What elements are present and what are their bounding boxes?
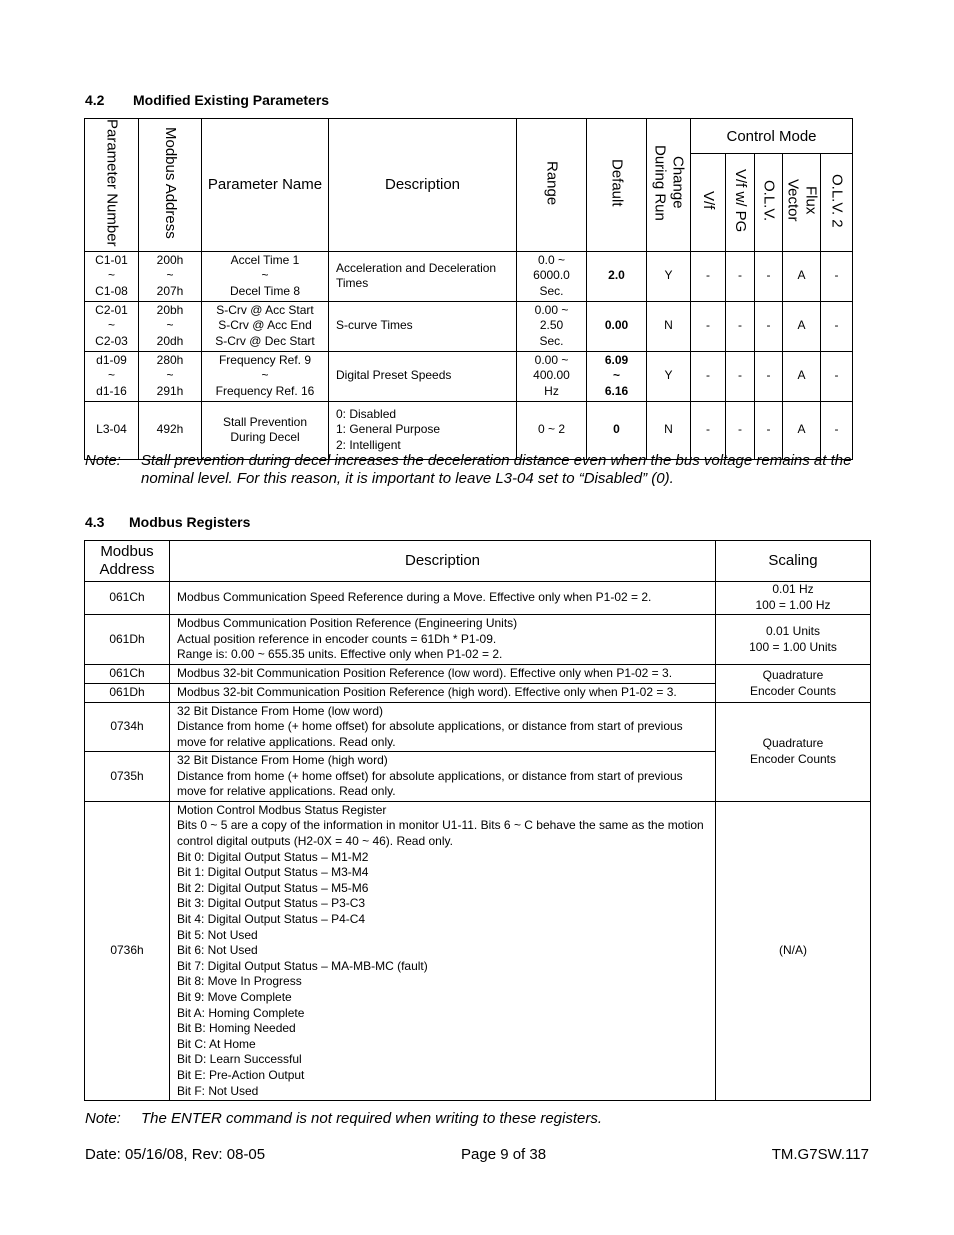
cell-description: Acceleration and Deceleration Times	[329, 251, 517, 301]
cell-mode: -	[691, 251, 726, 301]
cell-mode: -	[755, 301, 783, 351]
header-mode-flux-vector: Flux Vector	[783, 154, 821, 251]
header-range: Range	[517, 119, 587, 252]
header-scaling: Scaling	[716, 541, 871, 582]
cell-mode: -	[821, 351, 853, 401]
cell-mode: -	[755, 351, 783, 401]
cell-mode: -	[726, 251, 755, 301]
section-title: Modified Existing Parameters	[133, 92, 330, 108]
table-row	[85, 665, 871, 684]
cell-mode: -	[821, 251, 853, 301]
table-row	[85, 615, 871, 665]
cell-param-name: S-Crv @ Acc Start S-Crv @ Acc End S-Crv @ Dec Start	[202, 301, 329, 351]
cell-change: N	[647, 301, 691, 351]
cell-description: Modbus Communication Speed Reference during a Move. Effective only when P1-02 = 2.	[170, 582, 716, 615]
cell-address: 061Dh	[85, 615, 170, 665]
header-description: Description	[329, 119, 517, 252]
table-row	[85, 301, 853, 351]
cell-scaling: (N/A)	[716, 802, 871, 1101]
header-modbus-address: Modbus Address	[139, 119, 202, 252]
cell-mode: -	[755, 401, 783, 459]
cell-description: 32 Bit Distance From Home (low word) Distance from home (+ home offset) for absolute applications, or distance from start of previous move for relative applications. Read only.	[170, 703, 716, 752]
cell-description: Modbus Communication Position Reference (Engineering Units) Actual position reference in encoder counts = 61Dh * P1-09. Range is: 0.00 ~ 655.35 units. Effective only when P1-02 = 2.	[170, 615, 716, 665]
footer-doc-id: TM.G7SW.117	[771, 1146, 869, 1163]
header-modbus-address: Modbus Address	[85, 541, 170, 582]
cell-range: 0 ~ 2	[517, 401, 587, 459]
cell-address: 061Ch	[85, 582, 170, 615]
cell-default: 0	[587, 401, 647, 459]
cell-scaling: 0.01 Hz 100 = 1.00 Hz	[716, 582, 871, 615]
cell-address: 0736h	[85, 802, 170, 1101]
table-row	[85, 351, 853, 401]
cell-description: Motion Control Modbus Status Register Bits 0 ~ 5 are a copy of the information in monitor U1-11. Bits 6 ~ C behave the same as the motion control digital outputs (H2-0X = 40 ~ 46). Read only. Bit 0: Digital Output Status – M1-M2 Bit 1: Digital Output Status – M3-M4 Bit 2: Digital Output Status – M5-M6 Bit 3: Digital Output Status – P3-C3 Bit 4: Digital Output Status – P4-C4 Bit 5: Not Used Bit 6: Not Used Bit 7: Digital Output Status – MA-MB-MC (fault) Bit 8: Move In Progress Bit 9: Move Complete Bit A: Homing Complete Bit B: Homing Needed Bit C: At Home Bit D: Learn Successful Bit E: Pre-Action Output Bit F: Not Used	[170, 802, 716, 1101]
cell-mode: -	[691, 401, 726, 459]
header-mode-vf: V/f	[691, 154, 726, 251]
parameters-table	[84, 118, 853, 460]
cell-mode: -	[691, 301, 726, 351]
header-description: Description	[170, 541, 716, 582]
cell-modbus-address: 200h ~ 207h	[139, 251, 202, 301]
cell-default: 0.00	[587, 301, 647, 351]
cell-modbus-address: 492h	[139, 401, 202, 459]
cell-param-name: Frequency Ref. 9 ~ Frequency Ref. 16	[202, 351, 329, 401]
header-control-mode: Control Mode	[691, 119, 853, 154]
cell-mode: A	[783, 351, 821, 401]
cell-modbus-address: 280h ~ 291h	[139, 351, 202, 401]
cell-description: Digital Preset Speeds	[329, 351, 517, 401]
cell-scaling: Quadrature Encoder Counts	[716, 665, 871, 703]
cell-range: 0.00 ~ 2.50 Sec.	[517, 301, 587, 351]
note-label: Note:	[85, 1110, 121, 1127]
cell-mode: -	[726, 401, 755, 459]
note-enter-command	[85, 1110, 865, 1128]
cell-scaling: 0.01 Units 100 = 1.00 Units	[716, 615, 871, 665]
cell-address: 0734h	[85, 703, 170, 752]
cell-description: 0: Disabled 1: General Purpose 2: Intelligent	[329, 401, 517, 459]
section-number: 4.2	[85, 92, 105, 108]
cell-address: 061Dh	[85, 684, 170, 703]
cell-param-number: d1-09 ~ d1-16	[85, 351, 139, 401]
header-mode-olv2: O.L.V. 2	[821, 154, 853, 251]
cell-mode: -	[726, 301, 755, 351]
cell-mode: A	[783, 301, 821, 351]
table-row	[85, 251, 853, 301]
cell-change: N	[647, 401, 691, 459]
cell-mode: -	[821, 401, 853, 459]
cell-param-number: L3-04	[85, 401, 139, 459]
cell-description: Modbus 32-bit Communication Position Reference (low word). Effective only when P1-02 = 3.	[170, 665, 716, 684]
cell-mode: A	[783, 401, 821, 459]
header-default: Default	[587, 119, 647, 252]
cell-range: 0.00 ~ 400.00 Hz	[517, 351, 587, 401]
header-mode-vf-pg: V/f w/ PG	[726, 154, 755, 251]
cell-address: 061Ch	[85, 665, 170, 684]
section-heading-4-2	[85, 92, 329, 108]
note-stall-prevention	[85, 452, 865, 488]
cell-description: 32 Bit Distance From Home (high word) Distance from home (+ home offset) for absolute applications, or distance from start of previous move for relative applications. Read only.	[170, 752, 716, 802]
cell-modbus-address: 20bh ~ 20dh	[139, 301, 202, 351]
cell-default: 2.0	[587, 251, 647, 301]
table-row	[85, 582, 871, 615]
cell-default: 6.09 ~ 6.16	[587, 351, 647, 401]
cell-change: Y	[647, 251, 691, 301]
cell-mode: A	[783, 251, 821, 301]
cell-mode: -	[726, 351, 755, 401]
header-mode-olv: O.L.V.	[755, 154, 783, 251]
cell-description: Modbus 32-bit Communication Position Reference (high word). Effective only when P1-02 = 3.	[170, 684, 716, 703]
table-row	[85, 401, 853, 459]
table-row	[85, 802, 871, 1101]
cell-param-number: C1-01 ~ C1-08	[85, 251, 139, 301]
cell-param-name: Stall Prevention During Decel	[202, 401, 329, 459]
section-heading-4-3	[85, 514, 250, 530]
cell-change: Y	[647, 351, 691, 401]
cell-mode: -	[755, 251, 783, 301]
section-number: 4.3	[85, 514, 105, 530]
header-parameter-number: Parameter Number	[85, 119, 139, 252]
note-text: Stall prevention during decel increases the deceleration distance even when the bus voltage remains at the nominal level. For this reason, it is important to leave L3-04 set to “Disabled” (0).	[141, 452, 852, 487]
header-parameter-name: Parameter Name	[202, 119, 329, 252]
cell-param-name: Accel Time 1 ~ Decel Time 8	[202, 251, 329, 301]
cell-mode: -	[821, 301, 853, 351]
cell-address: 0735h	[85, 752, 170, 802]
footer-date: Date: 05/16/08, Rev: 08-05	[85, 1146, 266, 1163]
note-text: The ENTER command is not required when writing to these registers.	[141, 1110, 603, 1127]
header-change-during-run: Change During Run	[647, 119, 691, 252]
cell-scaling: Quadrature Encoder Counts	[716, 703, 871, 802]
footer-page-number: Page 9 of 38	[461, 1146, 547, 1163]
table-row	[85, 703, 871, 752]
section-title: Modbus Registers	[129, 514, 251, 530]
modbus-registers-table	[84, 540, 871, 1101]
cell-param-number: C2-01 ~ C2-03	[85, 301, 139, 351]
note-label: Note:	[85, 452, 121, 469]
cell-range: 0.0 ~ 6000.0 Sec.	[517, 251, 587, 301]
cell-mode: -	[691, 351, 726, 401]
cell-description: S-curve Times	[329, 301, 517, 351]
